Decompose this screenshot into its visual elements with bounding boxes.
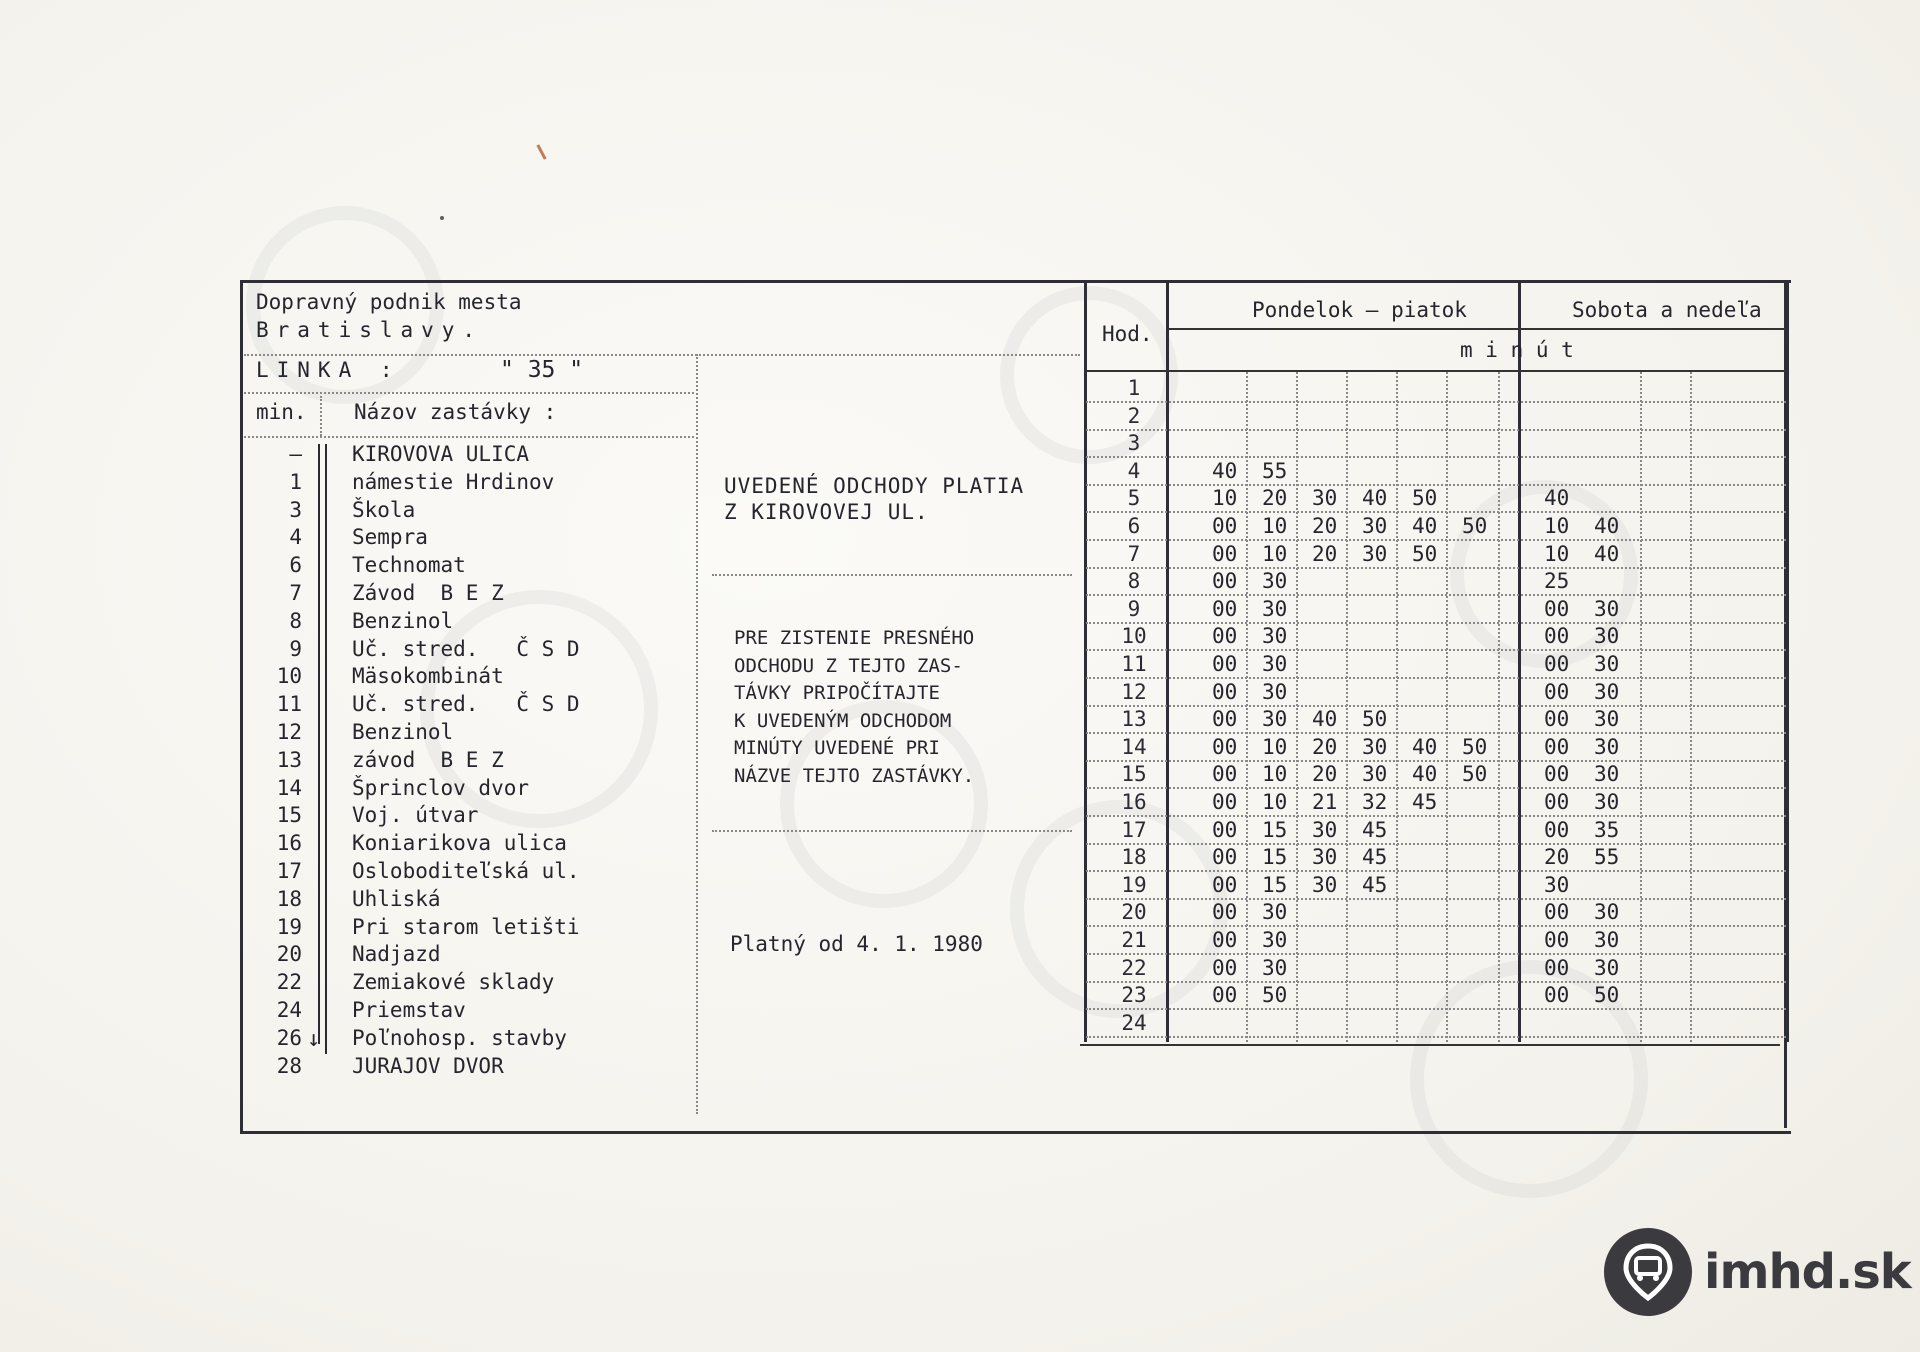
col-weekend: Sobota a nedeľa — [1572, 298, 1762, 322]
weekday-minute: 10 — [1262, 514, 1288, 538]
weekday-minute: 00 — [1212, 762, 1238, 786]
col-weekday: Pondelok – piatok — [1252, 298, 1467, 322]
weekday-minute: 45 — [1362, 873, 1388, 897]
weekend-minute: 00 — [1544, 900, 1570, 924]
weekday-minute: 00 — [1212, 928, 1238, 952]
hour-cell: 8 — [1127, 569, 1141, 593]
stop-minutes: 10 — [276, 664, 302, 688]
minute-col-divider — [1396, 372, 1398, 1042]
minute-col-divider — [1640, 372, 1642, 1042]
weekend-minute: 40 — [1544, 486, 1570, 510]
weekday-minute: 30 — [1312, 486, 1338, 510]
weekday-minute: 10 — [1262, 735, 1288, 759]
weekday-minute: 30 — [1312, 845, 1338, 869]
hour-cell: 18 — [1121, 845, 1147, 869]
company-city: Bratislavy. — [256, 318, 484, 342]
arrow-down-icon: ↓ — [307, 1027, 321, 1052]
hour-cell: 3 — [1127, 431, 1141, 455]
weekday-minute: 00 — [1212, 569, 1238, 593]
weekday-minute: 00 — [1212, 680, 1238, 704]
weekend-minute: 30 — [1594, 735, 1620, 759]
stop-minutes: 14 — [276, 776, 302, 800]
row-divider — [1086, 953, 1786, 955]
weekend-minute: 00 — [1544, 680, 1570, 704]
weekend-minute: 00 — [1544, 818, 1570, 842]
weekend-minute: 30 — [1594, 680, 1620, 704]
row-divider — [1086, 567, 1786, 569]
hour-cell: 23 — [1121, 983, 1147, 1007]
stop-name: JURAJOV DVOR — [352, 1054, 504, 1078]
hour-cell: 10 — [1121, 624, 1147, 648]
bus-pin-icon — [1604, 1228, 1692, 1316]
weekday-minute: 10 — [1212, 486, 1238, 510]
weekend-minute: 50 — [1594, 983, 1620, 1007]
weekend-minute: 00 — [1544, 624, 1570, 648]
weekday-minute: 30 — [1262, 652, 1288, 676]
weekday-minute: 50 — [1462, 514, 1488, 538]
stop-name: Pri starom letišti — [352, 915, 580, 939]
weekend-minute: 10 — [1544, 542, 1570, 566]
stop-name: Nadjazd — [352, 942, 441, 966]
weekday-minute: 21 — [1312, 790, 1338, 814]
stray-mark — [536, 144, 546, 160]
weekday-minute: 00 — [1212, 597, 1238, 621]
weekday-minute: 10 — [1262, 542, 1288, 566]
stop-minutes: 22 — [276, 970, 302, 994]
row-divider — [1086, 1036, 1786, 1038]
weekday-minute: 45 — [1412, 790, 1438, 814]
minutes-header-line — [1086, 370, 1786, 372]
weekday-minute: 40 — [1312, 707, 1338, 731]
stop-name: námestie Hrdinov — [352, 470, 555, 494]
hour-cell: 24 — [1121, 1011, 1147, 1035]
linka-label: LINKA : — [256, 358, 401, 382]
hour-cell: 1 — [1127, 376, 1141, 400]
day-header-line — [1168, 328, 1786, 330]
weekend-minute: 20 — [1544, 845, 1570, 869]
minute-col-divider — [1296, 372, 1298, 1042]
stop-name: Poľnohosp. stavby — [352, 1026, 567, 1050]
weekday-minute: 30 — [1262, 624, 1288, 648]
stop-minutes: 18 — [276, 887, 302, 911]
stop-name: Voj. útvar — [352, 803, 479, 827]
stop-name: Koniarikova ulica — [352, 831, 567, 855]
weekday-minute: 20 — [1312, 735, 1338, 759]
row-divider — [1086, 981, 1786, 983]
weekday-minute: 45 — [1362, 845, 1388, 869]
stop-minutes: 8 — [289, 609, 302, 633]
stop-minutes: 24 — [276, 998, 302, 1022]
stop-minutes: 17 — [276, 859, 302, 883]
row-divider — [1086, 594, 1786, 596]
linka-divider — [244, 392, 694, 394]
stop-name: závod B E Z — [352, 748, 504, 772]
stop-minutes: 9 — [289, 637, 302, 661]
weekday-minute: 50 — [1412, 542, 1438, 566]
weekend-minute: 00 — [1544, 790, 1570, 814]
stop-name: Mäsokombinát — [352, 664, 504, 688]
weekday-minute: 00 — [1212, 818, 1238, 842]
weekend-minute: 30 — [1594, 790, 1620, 814]
weekend-minute: 25 — [1544, 569, 1570, 593]
row-divider — [1086, 925, 1786, 927]
weekday-minute: 55 — [1262, 459, 1288, 483]
col-hour: Hod. — [1102, 322, 1153, 346]
row-divider — [1086, 870, 1786, 872]
stop-name: Technomat — [352, 553, 466, 577]
weekday-minute: 40 — [1412, 762, 1438, 786]
hour-cell: 17 — [1121, 818, 1147, 842]
weekend-minute: 00 — [1544, 597, 1570, 621]
weekend-minute: 30 — [1594, 928, 1620, 952]
hour-cell: 21 — [1121, 928, 1147, 952]
weekday-minute: 30 — [1262, 928, 1288, 952]
weekend-minute: 00 — [1544, 928, 1570, 952]
stop-minutes: 26 — [276, 1026, 302, 1050]
weekday-minute: 20 — [1312, 542, 1338, 566]
weekend-minute: 30 — [1594, 900, 1620, 924]
hour-cell: 12 — [1121, 680, 1147, 704]
row-divider — [1086, 456, 1786, 458]
weekday-minute: 00 — [1212, 983, 1238, 1007]
stop-minutes: 15 — [276, 803, 302, 827]
stop-name: Priemstav — [352, 998, 466, 1022]
note-instruction-line: NÁZVE TEJTO ZASTÁVKY. — [734, 764, 975, 787]
hour-cell: 15 — [1121, 762, 1147, 786]
row-divider — [1086, 622, 1786, 624]
stop-name: Sempra — [352, 525, 428, 549]
notes-divider — [712, 830, 1072, 832]
weekend-minute: 30 — [1594, 762, 1620, 786]
minute-col-divider — [1690, 372, 1692, 1042]
stop-name: Benzinol — [352, 609, 454, 633]
minute-col-divider — [1346, 372, 1348, 1042]
hour-cell: 19 — [1121, 873, 1147, 897]
row-divider — [1086, 429, 1786, 431]
weekday-minute: 30 — [1362, 735, 1388, 759]
weekend-minute: 40 — [1594, 542, 1620, 566]
middle-divider — [696, 354, 698, 1114]
weekend-minute: 55 — [1594, 845, 1620, 869]
row-divider — [1086, 649, 1786, 651]
weekday-minute: 00 — [1212, 956, 1238, 980]
stop-name: Uč. stred. Č S D — [352, 637, 580, 661]
direction-line — [325, 444, 327, 1054]
stop-name: Zemiakové sklady — [352, 970, 555, 994]
stop-minutes: 12 — [276, 720, 302, 744]
weekend-minute: 40 — [1594, 514, 1620, 538]
minute-col-divider — [1246, 372, 1248, 1042]
hour-cell: 5 — [1127, 486, 1141, 510]
row-divider — [1086, 539, 1786, 541]
weekday-minute: 15 — [1262, 818, 1288, 842]
note-instruction-line: TÁVKY PRIPOČÍTAJTE — [734, 682, 940, 704]
hour-col-right-line — [1166, 282, 1169, 1042]
table-right-line — [1786, 282, 1789, 1042]
weekday-minute: 40 — [1412, 514, 1438, 538]
weekday-minute: 50 — [1412, 486, 1438, 510]
stop-name: Uhliská — [352, 887, 441, 911]
weekend-minute: 30 — [1544, 873, 1570, 897]
weekday-minute: 00 — [1212, 624, 1238, 648]
weekday-minute: 10 — [1262, 762, 1288, 786]
weekend-minute: 00 — [1544, 956, 1570, 980]
stop-minutes: 28 — [276, 1054, 302, 1078]
stop-name: Závod B E Z — [352, 581, 504, 605]
weekday-minute: 40 — [1412, 735, 1438, 759]
stop-name: Uč. stred. Č S D — [352, 692, 580, 716]
weekday-minute: 00 — [1212, 790, 1238, 814]
hour-cell: 2 — [1127, 404, 1141, 428]
weekday-minute: 50 — [1362, 707, 1388, 731]
weekend-minute: 10 — [1544, 514, 1570, 538]
note-instruction-line: PRE ZISTENIE PRESNÉHO — [734, 627, 975, 649]
weekend-minute: 30 — [1594, 707, 1620, 731]
weekday-minute: 30 — [1262, 597, 1288, 621]
row-divider — [1086, 843, 1786, 845]
row-divider — [1086, 815, 1786, 817]
row-divider — [1086, 511, 1786, 513]
weekday-minute: 00 — [1212, 652, 1238, 676]
weekend-minute: 00 — [1544, 707, 1570, 731]
notes-divider — [712, 574, 1072, 576]
stop-name: Benzinol — [352, 720, 454, 744]
stop-minutes: 16 — [276, 831, 302, 855]
imhd-logo — [1604, 1228, 1911, 1316]
weekday-minute: 30 — [1262, 900, 1288, 924]
weekday-minute: 50 — [1462, 735, 1488, 759]
hour-cell: 9 — [1127, 597, 1141, 621]
stop-minutes: — — [289, 442, 302, 466]
row-divider — [1086, 705, 1786, 707]
stop-minutes: 13 — [276, 748, 302, 772]
weekday-minute: 00 — [1212, 845, 1238, 869]
stop-name: Škola — [352, 498, 416, 522]
weekday-minute: 30 — [1312, 873, 1338, 897]
col-divider — [320, 396, 322, 436]
weekday-weekend-line — [1518, 282, 1521, 1042]
row-divider — [1086, 401, 1786, 403]
weekday-minute: 30 — [1312, 818, 1338, 842]
weekday-minute: 50 — [1262, 983, 1288, 1007]
weekday-minute: 15 — [1262, 873, 1288, 897]
weekday-minute: 30 — [1362, 542, 1388, 566]
note-instruction-line: K UVEDENÝM ODCHODOM — [734, 709, 952, 732]
weekday-minute: 45 — [1362, 818, 1388, 842]
weekday-minute: 20 — [1312, 514, 1338, 538]
minutes-label: m i n ú t — [1460, 338, 1574, 362]
valid-from: Platný od 4. 1. 1980 — [730, 932, 983, 956]
stop-minutes: 11 — [276, 692, 302, 716]
stops-header-divider — [244, 436, 694, 438]
row-divider — [1086, 787, 1786, 789]
weekday-minute: 32 — [1362, 790, 1388, 814]
stop-name: KIROVOVA ULICA — [352, 442, 530, 466]
minute-col-divider — [1498, 372, 1500, 1042]
weekday-minute: 00 — [1212, 900, 1238, 924]
stop-minutes: 19 — [276, 915, 302, 939]
hour-cell: 22 — [1121, 956, 1147, 980]
weekend-minute: 30 — [1594, 652, 1620, 676]
note-instruction-line: MINÚTY UVEDENÉ PRI — [734, 737, 940, 759]
weekend-minute: 30 — [1594, 956, 1620, 980]
hour-cell: 6 — [1127, 514, 1141, 538]
stop-name: Šprinclov dvor — [352, 776, 530, 800]
weekday-minute: 00 — [1212, 542, 1238, 566]
weekday-minute: 15 — [1262, 845, 1288, 869]
stop-minutes: 3 — [289, 498, 302, 522]
weekday-minute: 00 — [1212, 707, 1238, 731]
weekday-minute: 20 — [1312, 762, 1338, 786]
weekday-minute: 30 — [1262, 707, 1288, 731]
col-min: min. — [256, 400, 307, 424]
weekday-minute: 20 — [1262, 486, 1288, 510]
stop-minutes: 6 — [289, 553, 302, 577]
hour-col-left-line — [1084, 282, 1087, 1042]
note-origin-line1: UVEDENÉ ODCHODY PLATIA — [724, 474, 1025, 498]
row-divider — [1086, 898, 1786, 900]
hour-cell: 13 — [1121, 707, 1147, 731]
note-origin-line2: Z KIROVOVEJ UL. — [724, 500, 929, 524]
row-divider — [1086, 677, 1786, 679]
weekday-minute: 00 — [1212, 873, 1238, 897]
hour-cell: 20 — [1121, 900, 1147, 924]
weekday-minute: 30 — [1262, 680, 1288, 704]
weekend-minute: 00 — [1544, 983, 1570, 1007]
weekend-minute: 30 — [1594, 597, 1620, 621]
stop-minutes: 1 — [289, 470, 302, 494]
table-bottom-line — [1080, 1044, 1780, 1046]
col-stop: Názov zastávky : — [354, 400, 557, 424]
weekday-minute: 30 — [1362, 762, 1388, 786]
weekday-minute: 40 — [1362, 486, 1388, 510]
weekend-minute: 35 — [1594, 818, 1620, 842]
stray-dot — [440, 216, 444, 220]
minute-col-divider — [1446, 372, 1448, 1042]
weekday-minute: 40 — [1212, 459, 1238, 483]
stop-minutes: 7 — [289, 581, 302, 605]
weekday-minute: 10 — [1262, 790, 1288, 814]
row-divider — [1086, 732, 1786, 734]
weekday-minute: 30 — [1362, 514, 1388, 538]
hour-cell: 11 — [1121, 652, 1147, 676]
company-name: Dopravný podnik mesta — [256, 290, 522, 314]
hour-cell: 16 — [1121, 790, 1147, 814]
weekday-minute: 30 — [1262, 956, 1288, 980]
weekend-minute: 00 — [1544, 762, 1570, 786]
row-divider — [1086, 1008, 1786, 1010]
header-divider — [244, 354, 1080, 356]
weekday-minute: 50 — [1462, 762, 1488, 786]
weekday-minute: 00 — [1212, 514, 1238, 538]
weekday-minute: 30 — [1262, 569, 1288, 593]
note-instruction-line: ODCHODU Z TEJTO ZAS- — [734, 654, 963, 677]
hour-cell: 4 — [1127, 459, 1141, 483]
direction-line — [318, 444, 320, 1044]
stop-name: Osloboditeľská ul. — [352, 859, 580, 883]
weekend-minute: 00 — [1544, 652, 1570, 676]
linka-number: " 35 " — [500, 357, 584, 383]
hour-cell: 14 — [1121, 735, 1147, 759]
hour-cell: 7 — [1127, 542, 1141, 566]
weekday-minute: 00 — [1212, 735, 1238, 759]
stop-minutes: 20 — [276, 942, 302, 966]
stop-minutes: 4 — [289, 525, 302, 549]
weekend-minute: 00 — [1544, 735, 1570, 759]
weekend-minute: 30 — [1594, 624, 1620, 648]
logo-text: imhd.sk — [1704, 1244, 1911, 1300]
